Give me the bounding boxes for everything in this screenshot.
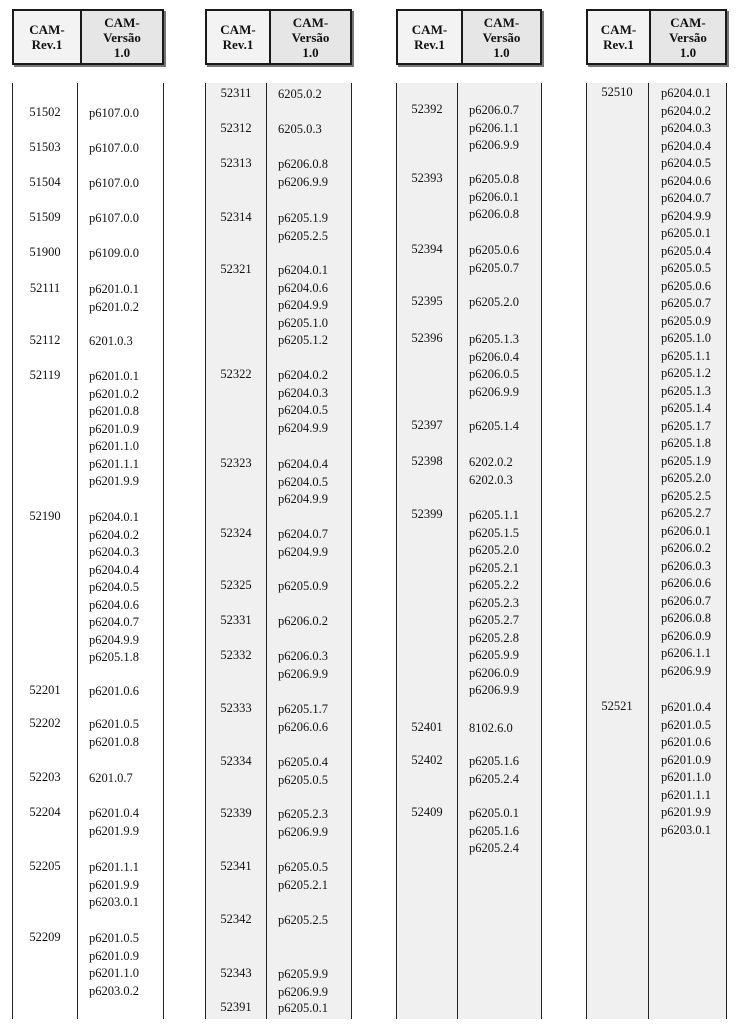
versao-code: p6205.0.5 [278,860,328,874]
versao-code: p6205.1.3 [661,383,711,398]
versao-codes [89,805,139,840]
versao-codes [278,859,328,894]
versao-codes [89,140,139,158]
versao-code: p6204.0.2 [278,368,328,382]
versao-code: p6205.0.7 [469,260,519,275]
rev1-code: 52205 [29,859,61,873]
rev1-code: 52341 [220,859,252,873]
versao-code: p6206.1.1 [469,120,519,135]
versao-code: p6205.1.6 [469,754,519,768]
versao-codes [89,930,139,1000]
versao-code: p6204.0.5 [661,156,711,170]
versao-codes [89,770,133,788]
versao-code: p6206.9.9 [278,824,328,839]
table-column-3 [396,83,542,1019]
versao-code: p6201.9.9 [89,823,139,838]
versao-code: p6204.9.9 [278,298,328,312]
versao-code: p6205.2.0 [469,543,519,557]
versao-codes [278,367,328,437]
header-cam-rev1: CAM- Rev.1 [588,11,651,63]
versao-code: p6201.0.1 [89,369,139,383]
rev1-code: 52325 [220,578,252,592]
rev1-code: 52323 [220,456,252,470]
rev1-code: 52398 [411,454,443,468]
rev1-code: 52332 [220,648,252,662]
versao-code: p6205.0.7 [661,296,711,310]
versao-code: p6204.0.4 [278,457,328,471]
versao-code: p6204.0.5 [278,474,328,489]
versao-code: p6205.1.8 [89,650,139,664]
rev1-code: 52203 [29,770,61,784]
versao-codes [469,753,519,788]
versao-code: p6201.9.9 [89,877,139,892]
versao-code: p6201.0.2 [89,299,139,314]
versao-code: p6201.9.9 [661,805,711,819]
versao-code: p6204.0.3 [661,121,711,135]
versao-code: 6201.0.7 [89,771,133,785]
versao-code: p6205.2.1 [278,877,328,892]
versao-code: p6205.1.4 [469,419,519,433]
versao-code: p6201.0.8 [89,734,139,749]
column-divider [457,83,458,1019]
versao-code: p6201.1.1 [661,787,711,802]
versao-codes [89,683,139,701]
versao-code: p6201.0.6 [89,684,139,698]
versao-code: p6201.1.1 [89,456,139,471]
versao-code: p6205.0.4 [661,243,711,258]
versao-code: p6205.1.2 [278,333,328,347]
versao-code: p6205.1.4 [661,401,711,415]
versao-codes [278,156,328,191]
rev1-code: 51900 [29,245,61,259]
versao-codes [469,507,519,700]
rev1-code: 52342 [220,912,252,926]
versao-code: p6206.0.2 [661,541,711,555]
header-cam-rev1: CAM- Rev.1 [207,11,271,63]
versao-codes [89,210,139,228]
versao-code: p6201.0.9 [89,421,139,436]
rev1-code: 52202 [29,716,61,730]
versao-code: p6205.1.9 [661,453,711,468]
versao-code: p6205.2.5 [278,913,328,927]
rev1-code: 52333 [220,701,252,715]
table-column-4 [586,83,727,1019]
rev1-code: 52397 [411,418,443,432]
rev1-code: 52209 [29,930,61,944]
versao-codes [278,526,328,561]
versao-codes [278,701,328,736]
versao-code: p6206.9.9 [469,138,519,152]
versao-code: p6205.1.7 [278,702,328,716]
rev1-code: 52312 [220,121,252,135]
versao-code: p6206.0.9 [661,628,711,643]
versao-code: p6205.2.5 [278,228,328,243]
versao-code: 6205.0.3 [278,122,322,136]
versao-code: p6204.0.2 [89,527,139,542]
versao-codes [278,754,328,789]
versao-code: p6204.0.3 [89,545,139,559]
versao-code: p6206.0.5 [469,367,519,381]
column-header-4 [586,9,727,65]
versao-code: p6204.0.5 [89,580,139,594]
header-cam-rev1: CAM- Rev.1 [398,11,463,63]
versao-code: p6201.0.6 [661,735,711,749]
versao-code: p6201.1.0 [89,439,139,453]
versao-code: p6203.0.1 [89,895,139,909]
rev1-code: 52111 [29,281,61,295]
rev1-code: 52324 [220,526,252,540]
rev1-code: 52334 [220,754,252,768]
versao-codes [278,966,328,1001]
versao-code: p6205.2.8 [469,630,519,645]
versao-code: p6205.1.1 [469,508,519,522]
versao-code: 6202.0.3 [469,472,513,487]
rev1-code: 52190 [29,509,61,523]
versao-code: 6205.0.2 [278,87,322,101]
versao-code: p6205.1.8 [661,436,711,450]
versao-codes [89,716,139,751]
versao-code: p6204.0.4 [661,138,711,153]
versao-code: p6205.0.6 [661,278,711,293]
versao-code: p6204.9.9 [278,544,328,559]
column-header-3 [396,9,542,65]
rev1-code: 52409 [411,805,443,819]
versao-code: p6107.0.0 [89,106,139,120]
rev1-code: 52119 [29,368,61,382]
versao-code: p6204.9.9 [89,632,139,647]
rev1-code: 52521 [601,699,633,713]
versao-code: p6206.9.9 [278,666,328,681]
rev1-code: 52391 [220,1000,252,1014]
versao-codes [278,456,328,509]
header-cam-versao: CAM- Versão 1.0 [82,11,162,63]
versao-code: p6205.0.9 [278,579,328,593]
versao-code: p6205.0.5 [278,772,328,787]
versao-codes [661,85,711,680]
rev1-code: 52402 [411,753,443,767]
versao-code: 6202.0.2 [469,455,513,469]
versao-code: p6206.0.6 [661,576,711,590]
versao-code: p6201.0.9 [89,948,139,963]
rev1-code: 51502 [29,105,61,119]
rev1-code: 52322 [220,367,252,381]
rev1-code: 52112 [29,333,61,347]
versao-code: p6205.0.9 [661,313,711,328]
versao-code: p6201.1.0 [661,770,711,784]
column-header-1 [12,9,164,65]
versao-code: p6206.0.2 [278,614,328,628]
versao-code: p6204.0.4 [89,562,139,577]
versao-code: p6206.0.7 [661,593,711,608]
versao-code: p6206.0.9 [469,665,519,680]
versao-code: p6206.0.1 [661,523,711,538]
rev1-code: 52311 [220,86,252,100]
versao-code: p6206.0.7 [469,103,519,117]
versao-code: p6201.0.4 [89,806,139,820]
versao-code: p6205.1.5 [469,525,519,540]
rev1-code: 52331 [220,613,252,627]
versao-code: p6201.0.5 [89,931,139,945]
versao-code: p6206.0.1 [469,189,519,204]
versao-code: p6201.1.1 [89,860,139,874]
versao-code: p6205.2.2 [469,578,519,592]
rev1-code: 52395 [411,294,443,308]
versao-code: p6204.0.6 [661,173,711,188]
versao-code: p6205.1.7 [661,418,711,433]
versao-codes [278,806,328,841]
versao-code: p6109.0.0 [89,246,139,260]
versao-code: p6204.9.9 [661,208,711,223]
header-cam-versao: CAM- Versão 1.0 [463,11,540,63]
rev1-code: 52392 [411,102,443,116]
versao-codes [278,613,328,631]
versao-code: p6205.2.7 [469,613,519,627]
versao-code: p6205.0.5 [661,261,711,275]
rev1-code: 52399 [411,507,443,521]
versao-code: p6205.0.1 [661,226,711,240]
column-divider [77,83,78,1019]
versao-code: p6204.0.6 [89,597,139,612]
versao-codes [278,86,322,104]
versao-codes [278,210,328,245]
versao-code: p6107.0.0 [89,141,139,155]
versao-codes [89,105,139,123]
header-cam-versao: CAM- Versão 1.0 [271,11,350,63]
versao-code: 6201.0.3 [89,334,133,348]
versao-code: p6206.9.9 [469,384,519,399]
versao-codes [278,578,328,596]
rev1-code: 52401 [411,720,443,734]
versao-code: p6206.0.8 [469,207,519,221]
versao-code: p6205.1.0 [661,331,711,345]
versao-code: p6205.1.9 [278,211,328,225]
versao-code: p6205.0.1 [469,806,519,820]
rev1-code: 52510 [601,85,633,99]
rev1-code: 51509 [29,210,61,224]
rev1-code: 52313 [220,156,252,170]
column-divider [648,83,649,1019]
rev1-code: 52321 [220,262,252,276]
header-cam-versao: CAM- Versão 1.0 [651,11,725,63]
versao-code: p6201.9.9 [89,474,139,488]
versao-codes [89,175,139,193]
versao-codes [469,418,519,436]
versao-code: p6205.1.6 [469,823,519,838]
versao-codes [278,1000,328,1018]
versao-code: p6206.0.4 [469,349,519,364]
versao-code: p6204.9.9 [278,492,328,506]
versao-code: p6206.0.6 [278,719,328,734]
versao-code: p6205.2.1 [469,560,519,575]
versao-code: p6206.1.1 [661,646,711,660]
versao-code: p6206.9.9 [278,984,328,999]
versao-codes [469,171,519,224]
versao-code: p6205.9.9 [469,648,519,662]
versao-code: p6205.2.0 [469,295,519,309]
column-divider [266,83,267,1019]
versao-code: 8102.6.0 [469,721,513,735]
versao-code: p6205.1.3 [469,332,519,346]
table-column-2 [205,83,352,1019]
rev1-code: 52343 [220,966,252,980]
versao-codes [278,648,328,683]
versao-code: p6206.9.9 [278,174,328,189]
versao-codes [469,294,519,312]
rev1-code: 52393 [411,171,443,185]
versao-code: p6201.0.1 [89,282,139,296]
versao-codes [89,333,133,351]
header-cam-rev1: CAM- Rev.1 [14,11,82,63]
versao-codes [89,368,139,491]
versao-code: p6205.1.0 [278,315,328,330]
versao-code: p6204.0.1 [278,263,328,277]
rev1-code: 51504 [29,175,61,189]
versao-code: p6205.0.4 [278,755,328,769]
versao-codes [469,102,519,155]
table-column-1 [12,83,164,1019]
versao-code: p6201.0.9 [661,752,711,767]
versao-code: p6201.0.5 [89,717,139,731]
versao-code: p6204.0.7 [89,615,139,629]
versao-code: p6205.2.7 [661,506,711,520]
versao-code: p6205.2.3 [278,807,328,821]
rev1-code: 52339 [220,806,252,820]
versao-code: p6205.0.6 [469,243,519,257]
versao-codes [661,699,711,839]
versao-code: p6204.0.1 [661,86,711,100]
versao-code: p6204.0.1 [89,510,139,524]
versao-code: p6204.0.7 [661,191,711,205]
versao-code: p6204.0.2 [661,103,711,118]
versao-code: p6205.2.4 [469,841,519,855]
versao-code: p6206.0.8 [661,611,711,625]
versao-code: p6204.0.6 [278,280,328,295]
versao-code: p6201.1.0 [89,966,139,980]
versao-code: p6201.0.4 [661,700,711,714]
versao-code: p6206.0.3 [661,558,711,573]
versao-code: p6206.9.9 [469,683,519,697]
versao-code: p6107.0.0 [89,176,139,190]
versao-code: p6201.0.2 [89,386,139,401]
versao-code: p6204.0.5 [278,403,328,417]
versao-code: p6206.9.9 [661,663,711,678]
rev1-code: 52394 [411,242,443,256]
versao-code: p6205.2.5 [661,488,711,503]
versao-code: p6205.0.8 [469,172,519,186]
rev1-code: 52204 [29,805,61,819]
versao-code: p6107.0.0 [89,211,139,225]
versao-codes [89,245,139,263]
versao-code: p6204.9.9 [278,420,328,435]
versao-codes [278,262,328,350]
rev1-code: 52201 [29,683,61,697]
versao-codes [469,454,513,489]
versao-codes [469,805,519,858]
rev1-code: 52396 [411,331,443,345]
versao-code: p6206.0.8 [278,157,328,171]
versao-codes [469,331,519,401]
versao-codes [278,912,328,930]
versao-codes [469,242,519,277]
versao-codes [89,509,139,667]
versao-code: p6205.0.1 [278,1001,328,1015]
versao-code: p6204.0.7 [278,527,328,541]
rev1-code: 51503 [29,140,61,154]
versao-code: p6201.0.8 [89,404,139,418]
column-header-2 [205,9,352,65]
versao-codes [89,281,139,316]
versao-codes [89,859,139,912]
versao-code: p6206.0.3 [278,649,328,663]
versao-code: p6201.0.5 [661,717,711,732]
versao-codes [278,121,322,139]
versao-code: p6205.9.9 [278,967,328,981]
versao-code: p6205.1.2 [661,366,711,380]
versao-code: p6203.0.1 [661,822,711,837]
versao-code: p6205.2.3 [469,595,519,610]
versao-codes [469,720,513,738]
versao-code: p6205.2.0 [661,471,711,485]
versao-code: p6204.0.3 [278,385,328,400]
versao-code: p6205.1.1 [661,348,711,363]
rev1-code: 52314 [220,210,252,224]
versao-code: p6205.2.4 [469,771,519,786]
versao-code: p6203.0.2 [89,983,139,998]
